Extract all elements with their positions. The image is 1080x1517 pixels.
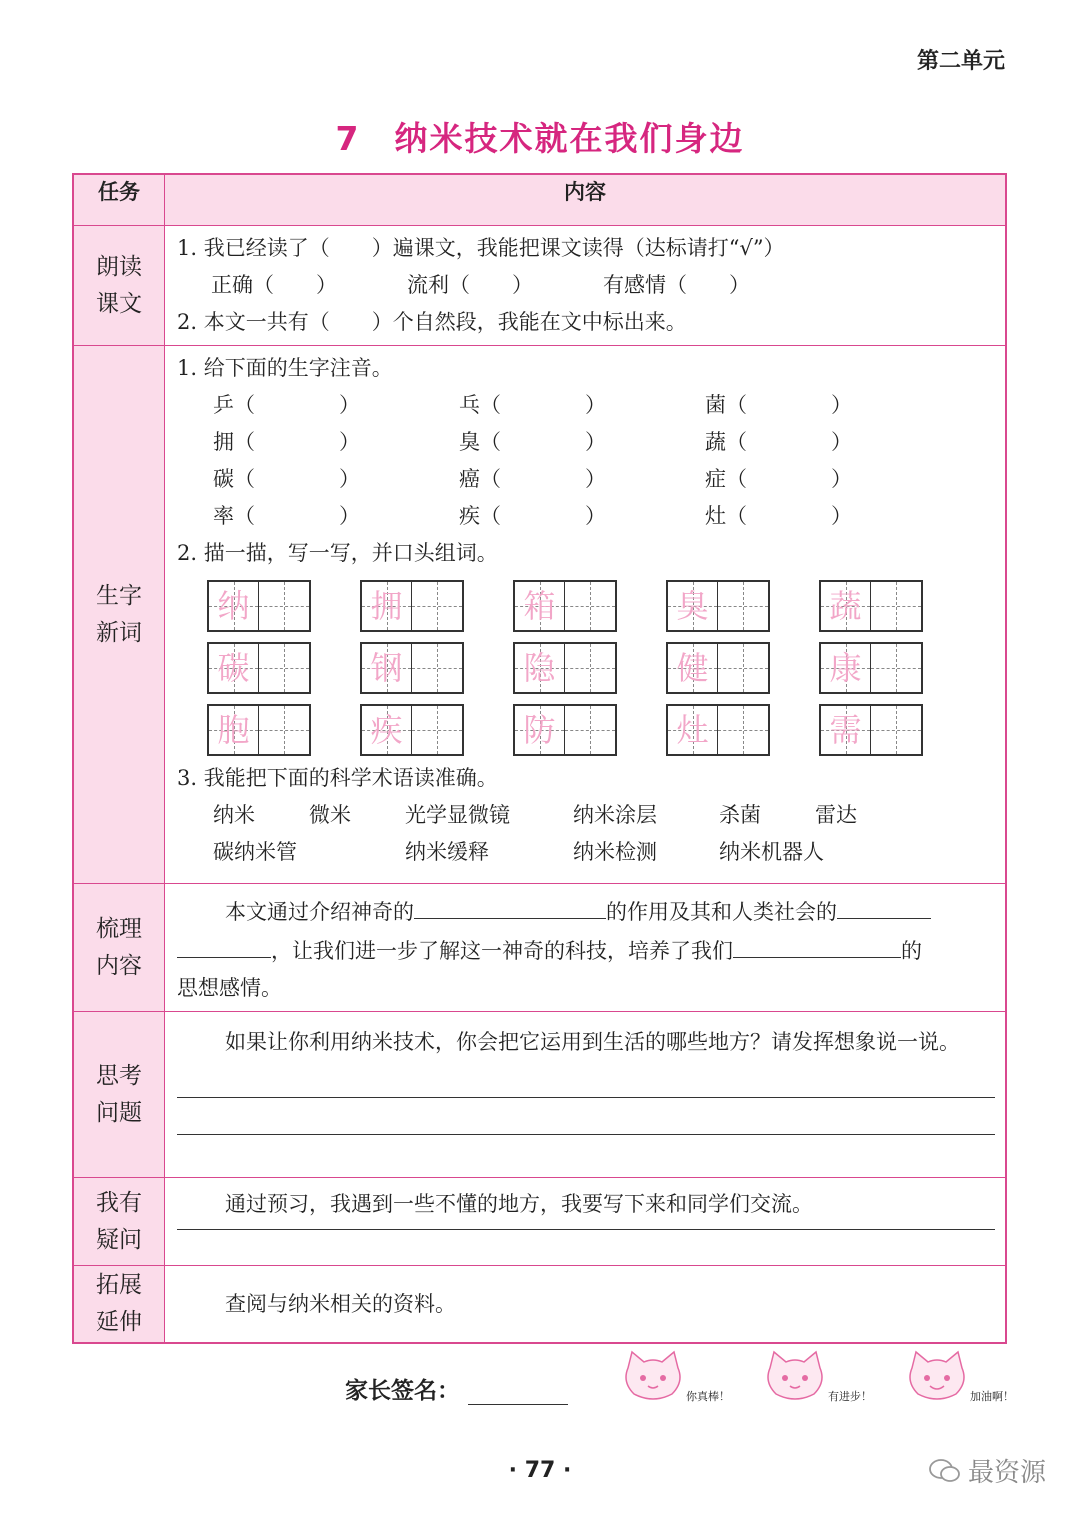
summary-line-3: 思想感情。 (177, 976, 282, 1000)
row-words (73, 346, 1006, 884)
row-question (73, 1178, 1006, 1266)
wechat-icon (928, 1457, 962, 1485)
term: 雷达 (815, 803, 857, 827)
write-cell[interactable] (259, 644, 309, 692)
lesson-title (0, 113, 1080, 160)
row-summary (73, 884, 1006, 1012)
pinyin-item[interactable]: 疾（ ） (459, 504, 606, 528)
header-content: 内容 (165, 174, 1007, 226)
cat-icon (760, 1348, 830, 1404)
reading-line-3: 2. 本文一共有（ ）个自然段，我能在文中标出来。 (177, 310, 687, 334)
sticker-label: 你真棒！ (686, 1390, 730, 1403)
content-words (165, 346, 1007, 884)
signature-line[interactable] (468, 1380, 568, 1405)
row-extend (73, 1266, 1006, 1344)
trace-char: 碳 (217, 649, 250, 687)
table-header-row (73, 174, 1006, 226)
write-cell[interactable] (871, 706, 921, 754)
pinyin-item[interactable]: 率（ ） (213, 504, 360, 528)
writing-box[interactable] (819, 580, 923, 632)
page-number: · 77 · (508, 1458, 572, 1483)
row-think (73, 1012, 1006, 1178)
trace-char: 健 (676, 649, 709, 687)
sticker-great[interactable] (618, 1348, 730, 1408)
trace-cell[interactable] (668, 706, 718, 754)
pinyin-item[interactable]: 菌（ ） (705, 393, 852, 417)
writing-grid (207, 580, 995, 756)
trace-cell[interactable] (362, 582, 412, 630)
write-cell[interactable] (565, 644, 615, 692)
pinyin-item[interactable]: 蔬（ ） (705, 430, 852, 454)
task-extend: 拓展延伸 (73, 1266, 165, 1344)
writing-box[interactable] (666, 642, 770, 694)
write-cell[interactable] (871, 582, 921, 630)
trace-char: 防 (523, 711, 556, 749)
task-question: 我有疑问 (73, 1178, 165, 1266)
lesson-title-text: 纳米技术就在我们身边 (394, 119, 745, 158)
pinyin-item[interactable]: 乓（ ） (459, 393, 606, 417)
term: 纳米涂层 (573, 803, 657, 827)
trace-cell[interactable] (821, 706, 871, 754)
pinyin-item[interactable]: 拥（ ） (213, 430, 360, 454)
trace-cell[interactable] (362, 644, 412, 692)
pinyin-item[interactable]: 碳（ ） (213, 467, 360, 491)
term: 纳米机器人 (719, 840, 824, 864)
term: 杀菌 (719, 803, 761, 827)
watermark-text: 最资源 (967, 1458, 1046, 1488)
writing-box[interactable] (360, 704, 464, 756)
content-question (165, 1178, 1007, 1266)
write-cell[interactable] (412, 582, 462, 630)
row-reading (73, 226, 1006, 346)
check-emotion[interactable]: 有感情（ ） (603, 273, 750, 297)
content-think (165, 1012, 1007, 1178)
pinyin-item[interactable]: 症（ ） (705, 467, 852, 491)
pinyin-item[interactable]: 臭（ ） (459, 430, 606, 454)
write-cell[interactable] (412, 706, 462, 754)
pinyin-item[interactable]: 乒（ ） (213, 393, 360, 417)
preview-task-table (72, 173, 1007, 1344)
check-fluent[interactable]: 流利（ ） (407, 273, 533, 297)
writing-box[interactable] (207, 642, 311, 694)
write-cell[interactable] (718, 582, 768, 630)
trace-char: 隐 (523, 649, 556, 687)
terms-row-2 (213, 834, 995, 871)
watermark (928, 1452, 1046, 1489)
trace-cell[interactable] (209, 706, 259, 754)
trace-cell[interactable] (515, 644, 565, 692)
trace-cell[interactable] (209, 644, 259, 692)
cat-icon (902, 1348, 972, 1404)
answer-line[interactable] (177, 1098, 995, 1135)
trace-cell[interactable] (362, 706, 412, 754)
trace-cell[interactable] (515, 582, 565, 630)
term: 纳米检测 (573, 840, 657, 864)
writing-box[interactable] (360, 642, 464, 694)
trace-char: 箱 (523, 587, 556, 625)
trace-char: 疾 (370, 711, 403, 749)
trace-char: 纳 (217, 587, 250, 625)
writing-box[interactable] (207, 580, 311, 632)
task-summary: 梳理内容 (73, 884, 165, 1012)
words-q2: 2. 描一描，写一写，并口头组词。 (177, 541, 498, 565)
sticker-label: 有进步！ (828, 1390, 872, 1403)
write-cell[interactable] (565, 582, 615, 630)
pinyin-item[interactable]: 癌（ ） (459, 467, 606, 491)
trace-cell[interactable] (515, 706, 565, 754)
trace-char: 钢 (370, 649, 403, 687)
trace-char: 胞 (217, 711, 250, 749)
trace-cell[interactable] (821, 644, 871, 692)
write-cell[interactable] (565, 706, 615, 754)
signature-label: 家长签名： (345, 1378, 460, 1404)
term: 光学显微镜 (405, 803, 510, 827)
trace-char: 臭 (676, 587, 709, 625)
write-cell[interactable] (412, 644, 462, 692)
terms-row-1 (213, 797, 995, 834)
parent-signature (345, 1372, 568, 1405)
trace-char: 康 (829, 649, 862, 687)
sticker-progress[interactable] (760, 1348, 872, 1408)
write-cell[interactable] (871, 644, 921, 692)
write-cell[interactable] (259, 582, 309, 630)
trace-cell[interactable] (209, 582, 259, 630)
writing-box[interactable] (360, 580, 464, 632)
pinyin-item[interactable]: 灶（ ） (705, 504, 852, 528)
trace-char: 需 (829, 711, 862, 749)
task-think: 思考问题 (73, 1012, 165, 1178)
writing-box[interactable] (207, 704, 311, 756)
reading-line-1: 1. 我已经读了（ ）遍课文，我能把课文读得（达标请打“√”） (177, 236, 785, 260)
trace-cell[interactable] (668, 582, 718, 630)
writing-box[interactable] (513, 580, 617, 632)
term: 碳纳米管 (213, 840, 297, 864)
term: 纳米缓释 (405, 840, 489, 864)
content-extend (165, 1266, 1007, 1344)
task-words: 生字新词 (73, 346, 165, 884)
question-prompt: 通过预习，我遇到一些不懂的地方，我要写下来和同学们交流。 (225, 1192, 813, 1216)
think-prompt: 如果让你利用纳米技术，你会把它运用到生活的哪些地方？请发挥想象说一说。 (225, 1030, 960, 1054)
summary-blank-3[interactable] (733, 931, 901, 958)
writing-box[interactable] (819, 704, 923, 756)
term: 微米 (309, 803, 351, 827)
reading-line-2 (211, 267, 995, 304)
trace-char: 灶 (676, 711, 709, 749)
summary-blank-2b[interactable] (177, 931, 271, 958)
write-cell[interactable] (718, 706, 768, 754)
writing-box[interactable] (819, 642, 923, 694)
trace-cell[interactable] (821, 582, 871, 630)
extend-prompt: 查阅与纳米相关的资料。 (225, 1291, 456, 1316)
header-task: 任务 (73, 174, 165, 226)
trace-char: 拥 (370, 587, 403, 625)
content-reading (165, 226, 1007, 346)
writing-box[interactable] (513, 642, 617, 694)
summary-blank-2[interactable] (837, 892, 931, 919)
sticker-cheer[interactable] (902, 1348, 1014, 1408)
summary-line-2: ，让我们进一步了解这一神奇的科技，培养了我们 的 (177, 931, 995, 970)
writing-box[interactable] (513, 704, 617, 756)
unit-label: 第二单元 (916, 49, 1005, 74)
write-cell[interactable] (718, 644, 768, 692)
summary-line-1: 本文通过介绍神奇的 的作用及其和人类社会的 (177, 892, 995, 931)
trace-cell[interactable] (668, 644, 718, 692)
check-correct[interactable]: 正确（ ） (211, 273, 337, 297)
cat-icon (618, 1348, 688, 1404)
summary-blank-1[interactable] (414, 892, 606, 919)
words-q1: 1. 给下面的生字注音。 (177, 356, 393, 380)
pinyin-grid (213, 387, 995, 535)
task-reading: 朗读课文 (73, 226, 165, 346)
answer-line[interactable] (177, 1061, 995, 1098)
trace-char: 蔬 (829, 587, 862, 625)
write-cell[interactable] (259, 706, 309, 754)
answer-line[interactable] (177, 1223, 995, 1230)
term: 纳米 (213, 803, 255, 827)
lesson-number: 7 (335, 119, 361, 158)
encouragement-stickers (618, 1348, 1014, 1408)
content-summary (165, 884, 1007, 1012)
words-q3: 3. 我能把下面的科学术语读准确。 (177, 766, 498, 790)
sticker-label: 加油啊！ (970, 1390, 1014, 1403)
writing-box[interactable] (666, 704, 770, 756)
writing-box[interactable] (666, 580, 770, 632)
